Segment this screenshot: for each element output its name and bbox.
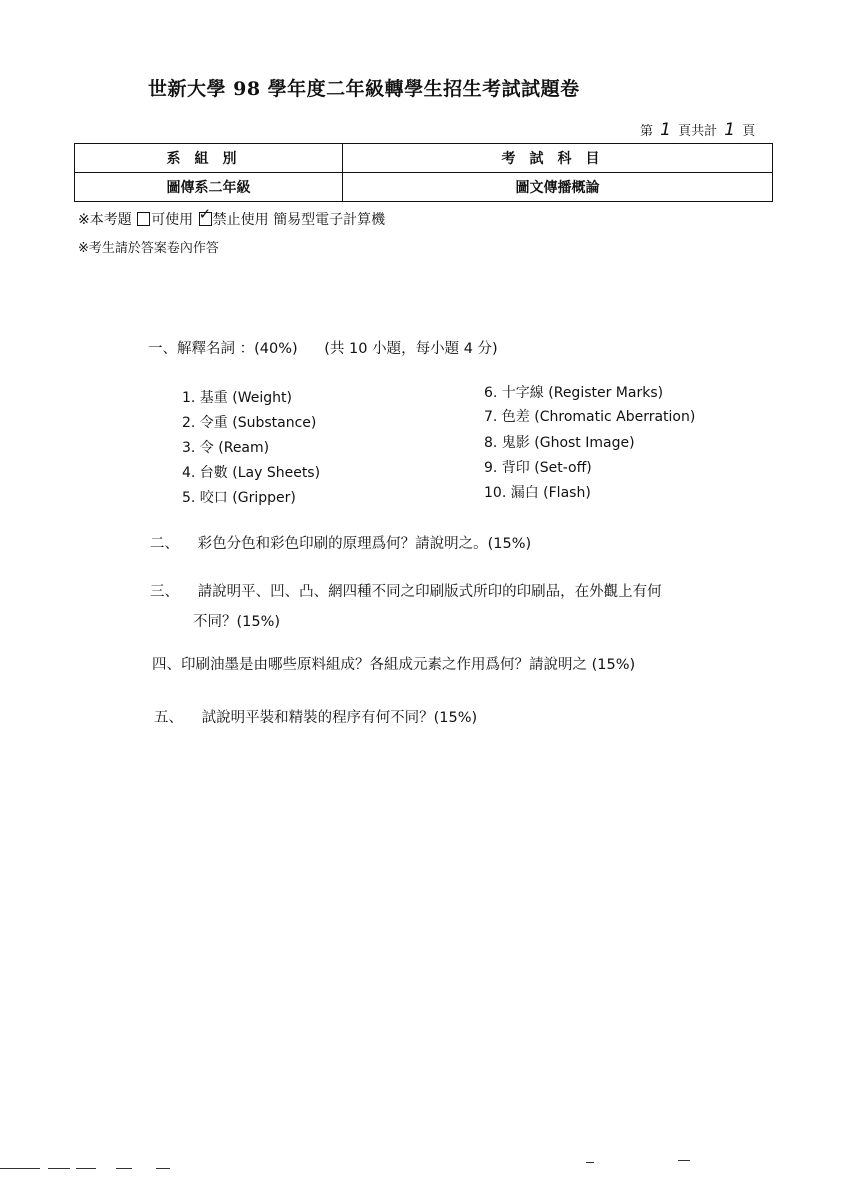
question-4-text: 印刷油墨是由哪些原料組成？各組成元素之作用爲何？請說明之 (15%) bbox=[181, 657, 636, 673]
term-right-8: 8. 鬼影 (Ghost Image) bbox=[484, 435, 635, 451]
question-3 bbox=[150, 580, 662, 601]
question-4 bbox=[152, 653, 635, 674]
question-1 bbox=[148, 337, 498, 358]
question-4-num: 四、 bbox=[152, 657, 181, 673]
calc-prefix: ※本考題 bbox=[78, 212, 132, 228]
option-forbidden: 禁止使用 bbox=[212, 212, 269, 228]
term-right-6: 6. 十字線 (Register Marks) bbox=[484, 385, 664, 401]
term-left-5: 5. 咬口 (Gripper) bbox=[182, 490, 296, 506]
calculator-note bbox=[78, 205, 386, 229]
subject-header: 考試科目 bbox=[343, 144, 773, 173]
page-suffix: 頁 bbox=[742, 124, 756, 139]
calc-item: 簡易型電子計算機 bbox=[273, 212, 386, 228]
question-5 bbox=[154, 706, 477, 727]
question-1-label: 一、解釋名詞 ：(40%) bbox=[148, 341, 298, 357]
scan-mark bbox=[116, 1168, 132, 1169]
answer-note: ※考生請於答案卷內作答 bbox=[78, 241, 219, 256]
term-right-9: 9. 背印 (Set-off) bbox=[484, 460, 592, 476]
scan-mark bbox=[678, 1160, 690, 1161]
allowed-checkbox bbox=[137, 212, 150, 226]
question-5-num: 五、 bbox=[154, 710, 183, 726]
scan-mark bbox=[76, 1168, 96, 1169]
question-2-num: 二、 bbox=[150, 536, 179, 552]
page-prefix: 第 bbox=[640, 124, 654, 139]
question-3-text-cont: 不同？(15%) bbox=[193, 614, 281, 630]
question-5-text: 試說明平裝和精裝的程序有何不同？(15%) bbox=[201, 710, 478, 726]
page-total: 1 bbox=[724, 120, 736, 140]
check-icon: ✓ bbox=[198, 205, 212, 223]
question-2 bbox=[150, 532, 531, 553]
page-mid: 頁共計 bbox=[678, 124, 718, 139]
question-3-text: 請說明平、凹、凸、網四種不同之印刷版式所印的印刷品，在外觀上有何 bbox=[197, 584, 662, 600]
scan-mark bbox=[48, 1168, 70, 1169]
scan-mark bbox=[156, 1168, 170, 1169]
forbidden-checkbox bbox=[198, 205, 212, 226]
term-left-3: 3. 令 (Ream) bbox=[182, 440, 270, 456]
scan-mark bbox=[586, 1162, 594, 1163]
term-right-7: 7. 色差 (Chromatic Aberration) bbox=[484, 409, 696, 425]
dept-value: 圖傳系二年級 bbox=[75, 173, 343, 202]
exam-title: 世新大學 98 學年度二年級轉學生招生考試試題卷 bbox=[148, 78, 580, 100]
term-left-4: 4. 台數 (Lay Sheets) bbox=[182, 465, 321, 481]
dept-header: 系組別 bbox=[75, 144, 343, 173]
term-left-2: 2. 令重 (Substance) bbox=[182, 415, 317, 431]
option-allowed: 可使用 bbox=[151, 212, 194, 228]
question-1-detail: (共 10 小題，每小題 4 分) bbox=[324, 341, 498, 357]
page-current: 1 bbox=[660, 120, 671, 140]
question-2-text: 彩色分色和彩色印刷的原理爲何？請說明之。(15%) bbox=[197, 536, 532, 552]
question-3-num: 三、 bbox=[150, 584, 179, 600]
exam-info-table bbox=[74, 143, 773, 202]
term-left-1: 1. 基重 (Weight) bbox=[182, 390, 292, 406]
term-right-10: 10. 漏白 (Flash) bbox=[484, 485, 591, 501]
page-count bbox=[640, 120, 755, 140]
scan-mark bbox=[0, 1168, 40, 1169]
subject-value: 圖文傳播概論 bbox=[343, 173, 773, 202]
